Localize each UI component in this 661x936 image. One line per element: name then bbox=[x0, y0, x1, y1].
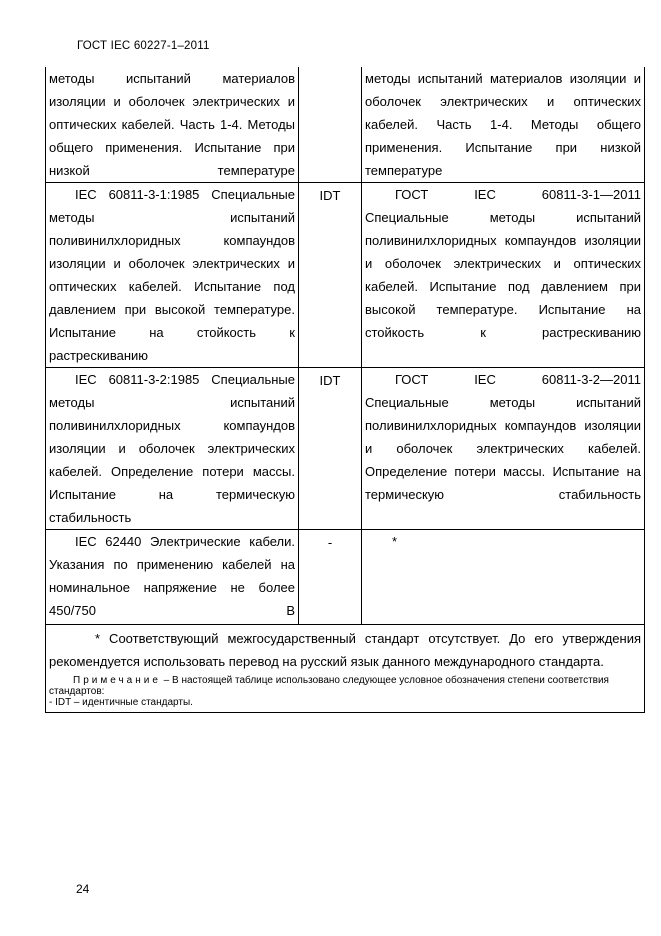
cell-text: ГОСТ IEC 60811-3-2—2011 Специальные методы испытаний поливинилхлоридных компаундов изоляции и оболочек электрических кабелей. Определение потери массы. Испытание на термическую стабильность bbox=[365, 372, 641, 502]
footnote-row bbox=[46, 625, 645, 713]
footnote-cell bbox=[46, 625, 645, 713]
degree-cell bbox=[299, 67, 362, 183]
footnote-body: * Соответствующий межгосударственный стандарт отсутствует. До его утверждения рекомендуется использовать перевод на русский язык данного международного стандарта. bbox=[49, 631, 641, 669]
cell-text: IEC 60811-3-1:1985 Специальные методы испытаний поливинилхлоридных компаундов изоляции и оболочек электрических и оптических кабелей. Испытание под давлением при высокой температуре. Испытание на стойкость к растрескиванию bbox=[49, 187, 295, 363]
note-text: – В настоящей таблице использовано следующее условное обозначения степени соответствия стандартов: bbox=[49, 675, 609, 697]
interstate-standard-cell: методы испытаний материалов изоляции и оболочек электрических и оптических кабелей. Часть 1-4. Методы общего применения. Испытание при низкой температуре bbox=[362, 67, 645, 183]
note-label: Примечание bbox=[73, 675, 161, 686]
international-standard-cell: методы испытаний материалов изоляции и оболочек электрических и оптических кабелей. Часть 1-4. Методы общего применения. Испытание при низкой температуре bbox=[46, 67, 299, 183]
degree-cell: IDT bbox=[299, 183, 362, 368]
standards-table bbox=[45, 67, 645, 713]
table-row bbox=[46, 67, 645, 183]
note-item: - IDT – идентичные стандарты. bbox=[49, 697, 193, 708]
international-standard-cell bbox=[46, 368, 299, 530]
interstate-standard-cell bbox=[362, 183, 645, 368]
cell-text: IEC 60811-3-2:1985 Специальные методы испытаний поливинилхлоридных компаундов изоляции и оболочек электрических кабелей. Определение потери массы. Испытание на термическую стабильность bbox=[49, 372, 295, 525]
table-note bbox=[49, 675, 641, 708]
degree-cell: - bbox=[299, 530, 362, 625]
table-row bbox=[46, 530, 645, 625]
degree-cell: IDT bbox=[299, 368, 362, 530]
cell-text: IEC 62440 Электрические кабели. Указания по применению кабелей на номинальное напряжение не более 450/750 В bbox=[49, 534, 295, 618]
footnote-text bbox=[49, 627, 641, 673]
interstate-standard-cell bbox=[362, 368, 645, 530]
table-row bbox=[46, 368, 645, 530]
international-standard-cell bbox=[46, 183, 299, 368]
table-row bbox=[46, 183, 645, 368]
page-number: 24 bbox=[76, 882, 90, 896]
international-standard-cell bbox=[46, 530, 299, 625]
document-header: ГОСТ IEC 60227-1–2011 bbox=[77, 40, 210, 52]
interstate-standard-cell: * bbox=[362, 530, 645, 625]
cell-text: ГОСТ IEC 60811-3-1—2011 Специальные методы испытаний поливинилхлоридных компаундов изоляции и оболочек электрических и оптических кабелей. Испытание под давлением при высокой температуре. Испытание на стойкость к растрескиванию bbox=[365, 187, 641, 340]
